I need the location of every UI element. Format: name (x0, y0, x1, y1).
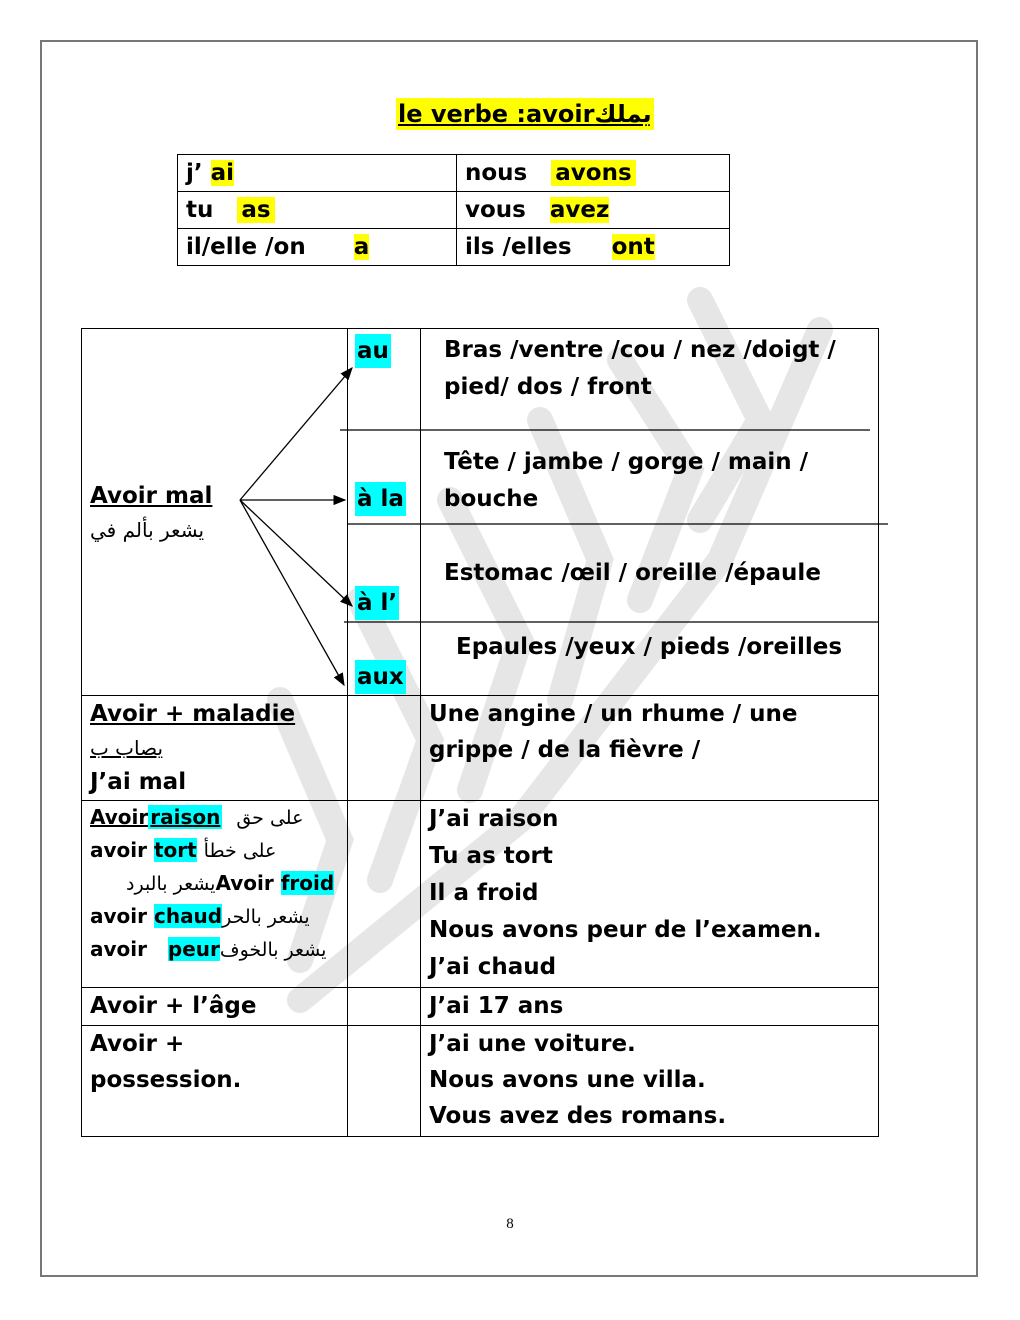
empty-cell (348, 988, 421, 1026)
article-au: au (355, 334, 391, 368)
verb-form: ont (611, 234, 655, 260)
article-a-l: à l’ (355, 586, 399, 620)
page-title (396, 98, 654, 130)
expressions-examples-cell (421, 801, 879, 988)
example-line: Il a froid (429, 880, 539, 906)
empty-cell (348, 1026, 421, 1137)
example-line: Tu as tort (429, 843, 553, 869)
expression-arabic: على حق (236, 807, 304, 829)
expression-word: raison (150, 805, 221, 829)
table-row (82, 801, 879, 988)
example-line: J’ai une voiture. (429, 1031, 636, 1057)
example-line: J’ai chaud (429, 954, 557, 980)
verb-form: a (353, 234, 370, 260)
conj-cell (457, 155, 730, 192)
verb-form: avez (549, 197, 610, 223)
example-line: Vous avez des romans. (429, 1103, 727, 1129)
table-row (178, 192, 730, 229)
conj-cell (457, 229, 730, 266)
words-feminine: Tête / jambe / gorge / main / bouche (444, 449, 809, 512)
maladie-label: Avoir + maladie (90, 701, 296, 727)
example-line: Nous avons peur de l’examen. (429, 917, 822, 943)
maladie-extra: J’ai mal (90, 769, 187, 795)
conj-cell (178, 155, 457, 192)
words-plural: Epaules /yeux / pieds /oreilles (456, 634, 843, 660)
expression-arabic: على خطأ (203, 840, 277, 862)
words-vowel: Estomac /œil / oreille /épaule (444, 560, 821, 586)
expressions-cell (82, 801, 348, 988)
expression-prefix: Avoir (90, 805, 149, 829)
expression-word: froid (280, 871, 335, 895)
table-row (82, 696, 879, 801)
expression-item (90, 834, 339, 867)
expression-word: peur (167, 937, 220, 961)
possession-label: Avoir + possession. (82, 1026, 348, 1137)
expression-word: tort (153, 838, 197, 862)
table-row (178, 155, 730, 192)
expression-prefix: avoir (90, 838, 147, 862)
words-masculine: Bras /ventre /cou / nez /doigt / pied/ dos / front (444, 337, 836, 400)
page-number: 8 (506, 1216, 514, 1232)
example-line: Nous avons une villa. (429, 1067, 706, 1093)
pronoun: ils /elles (465, 234, 572, 260)
possession-examples-cell (421, 1026, 879, 1137)
empty-cell (348, 696, 421, 801)
expression-prefix: avoir (90, 904, 147, 928)
expression-arabic: يشعر بالخوف (219, 939, 327, 961)
expression-arabic: يشعر بالبرد (126, 873, 216, 895)
pronoun: j’ (186, 160, 203, 186)
conj-cell (178, 192, 457, 229)
pronoun: tu (186, 197, 214, 223)
empty-cell (348, 801, 421, 988)
table-row (178, 229, 730, 266)
expression-item (90, 801, 339, 834)
expression-word: chaud (153, 904, 223, 928)
age-label: Avoir + l’âge (82, 988, 348, 1026)
maladie-arabic: يصاب ب (90, 736, 164, 760)
expression-prefix: avoir (90, 937, 147, 961)
example-line: J’ai raison (429, 806, 559, 832)
expression-item (90, 900, 339, 933)
maladie-examples: Une angine / un rhume / une grippe / de la fièvre / (421, 696, 879, 801)
expression-item (90, 867, 339, 900)
verb-form: avons (551, 160, 635, 186)
conjugation-table (177, 154, 730, 266)
table-row (82, 1026, 879, 1137)
table-row (82, 988, 879, 1026)
title-arabic: يملك (594, 100, 652, 128)
pronoun: nous (465, 160, 528, 186)
expression-arabic: يشعر بالحر (222, 906, 310, 928)
article-aux: aux (355, 660, 406, 694)
maladie-cell (82, 696, 348, 801)
expression-item (90, 933, 339, 966)
conj-cell (457, 192, 730, 229)
verb-form: ai (210, 160, 235, 186)
avoir-mal-arabic: يشعر بألم في (90, 518, 205, 542)
pronoun: vous (465, 197, 526, 223)
title-french: le verbe :avoir (398, 100, 595, 128)
article-a-la: à la (355, 482, 406, 516)
expression-prefix: Avoir (215, 871, 274, 895)
age-example: J’ai 17 ans (421, 988, 879, 1026)
conj-cell (178, 229, 457, 266)
avoir-mal-label: Avoir mal (90, 483, 213, 509)
pronoun: il/elle /on (186, 234, 306, 260)
avoir-mal-cell (82, 329, 348, 696)
verb-form: as (237, 197, 274, 223)
